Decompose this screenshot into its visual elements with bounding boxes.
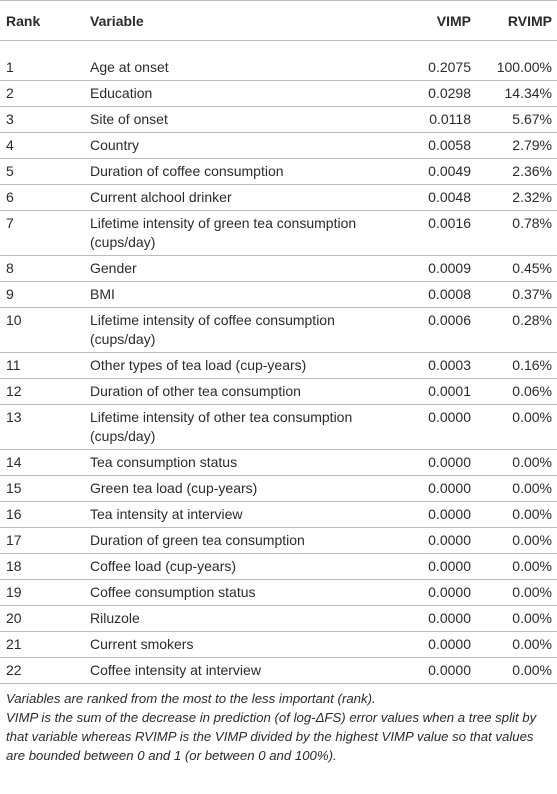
variable-cell: Gender (77, 256, 383, 282)
variable-cell: Tea intensity at interview (77, 502, 383, 528)
header-vimp: VIMP (383, 1, 472, 41)
vimp-cell: 0.0058 (383, 133, 472, 159)
rvimp-cell: 0.45% (472, 256, 557, 282)
variable-cell: Site of onset (77, 107, 383, 133)
rank-cell: 15 (0, 476, 77, 502)
table-row (0, 159, 557, 185)
footnote-definition: VIMP is the sum of the decrease in prediction (of log-ΔFS) error values when a tree split by that variable whereas RVIMP is the VIMP divided by the highest VIMP value so that values are bounded between 0 and 1 (or between 0 and 100%). (6, 710, 537, 763)
vimp-cell: 0.0118 (383, 107, 472, 133)
vimp-cell: 0.0000 (383, 658, 472, 684)
table-row (0, 580, 557, 606)
table-row (0, 606, 557, 632)
footnote-ranking: Variables are ranked from the most to the less important (rank). (6, 691, 376, 706)
rank-cell: 16 (0, 502, 77, 528)
table-row (0, 308, 557, 353)
variable-cell: Coffee load (cup-years) (77, 554, 383, 580)
variable-cell: Duration of other tea consumption (77, 379, 383, 405)
header-rank: Rank (0, 1, 77, 41)
rvimp-cell: 100.00% (472, 41, 557, 81)
variable-cell: Lifetime intensity of green tea consumption (cups/day) (77, 211, 383, 256)
rank-cell: 12 (0, 379, 77, 405)
header-row (0, 1, 557, 41)
vimp-cell: 0.0008 (383, 282, 472, 308)
rvimp-cell: 0.00% (472, 658, 557, 684)
rank-cell: 5 (0, 159, 77, 185)
rank-cell: 1 (0, 41, 77, 81)
variable-cell: Coffee intensity at interview (77, 658, 383, 684)
vimp-cell: 0.0000 (383, 554, 472, 580)
rvimp-cell: 0.06% (472, 379, 557, 405)
table-row (0, 41, 557, 81)
vimp-cell: 0.2075 (383, 41, 472, 81)
vimp-cell: 0.0016 (383, 211, 472, 256)
table-row (0, 379, 557, 405)
rvimp-cell: 2.36% (472, 159, 557, 185)
variable-cell: Coffee consumption status (77, 580, 383, 606)
rank-cell: 10 (0, 308, 77, 353)
table-row (0, 658, 557, 684)
vimp-cell: 0.0000 (383, 528, 472, 554)
table-row (0, 450, 557, 476)
vimp-cell: 0.0003 (383, 353, 472, 379)
variable-cell: Lifetime intensity of other tea consumption (cups/day) (77, 405, 383, 450)
variable-cell: Duration of coffee consumption (77, 159, 383, 185)
rank-cell: 22 (0, 658, 77, 684)
rvimp-cell: 5.67% (472, 107, 557, 133)
table-footnotes (0, 684, 557, 765)
table-row (0, 476, 557, 502)
rank-cell: 2 (0, 81, 77, 107)
variable-cell: Riluzole (77, 606, 383, 632)
rank-cell: 8 (0, 256, 77, 282)
variable-cell: Current alchool drinker (77, 185, 383, 211)
rvimp-cell: 0.00% (472, 606, 557, 632)
vimp-cell: 0.0000 (383, 502, 472, 528)
variable-cell: Current smokers (77, 632, 383, 658)
vimp-cell: 0.0048 (383, 185, 472, 211)
rank-cell: 19 (0, 580, 77, 606)
rvimp-cell: 14.34% (472, 81, 557, 107)
rank-cell: 11 (0, 353, 77, 379)
rank-cell: 13 (0, 405, 77, 450)
variable-cell: Age at onset (77, 41, 383, 81)
rvimp-cell: 0.00% (472, 528, 557, 554)
rvimp-cell: 0.78% (472, 211, 557, 256)
rank-cell: 4 (0, 133, 77, 159)
rvimp-cell: 0.00% (472, 476, 557, 502)
vimp-cell: 0.0000 (383, 476, 472, 502)
rank-cell: 3 (0, 107, 77, 133)
table-row (0, 353, 557, 379)
table-row (0, 502, 557, 528)
vimp-cell: 0.0009 (383, 256, 472, 282)
table-header (0, 1, 557, 41)
table-row (0, 133, 557, 159)
rvimp-cell: 0.00% (472, 405, 557, 450)
rank-cell: 17 (0, 528, 77, 554)
rank-cell: 21 (0, 632, 77, 658)
vimp-cell: 0.0049 (383, 159, 472, 185)
variable-cell: Country (77, 133, 383, 159)
variable-cell: Tea consumption status (77, 450, 383, 476)
variable-cell: Other types of tea load (cup-years) (77, 353, 383, 379)
rank-cell: 6 (0, 185, 77, 211)
vimp-cell: 0.0000 (383, 580, 472, 606)
header-variable: Variable (77, 1, 383, 41)
vimp-cell: 0.0000 (383, 450, 472, 476)
rank-cell: 9 (0, 282, 77, 308)
rvimp-cell: 0.16% (472, 353, 557, 379)
table-row (0, 211, 557, 256)
vimp-cell: 0.0000 (383, 632, 472, 658)
vimp-cell: 0.0006 (383, 308, 472, 353)
rvimp-cell: 0.00% (472, 554, 557, 580)
rank-cell: 14 (0, 450, 77, 476)
rvimp-cell: 0.00% (472, 450, 557, 476)
vimp-cell: 0.0000 (383, 606, 472, 632)
rank-cell: 18 (0, 554, 77, 580)
table-row (0, 256, 557, 282)
rvimp-cell: 0.28% (472, 308, 557, 353)
rvimp-cell: 0.37% (472, 282, 557, 308)
table-row (0, 632, 557, 658)
variable-cell: Green tea load (cup-years) (77, 476, 383, 502)
vimp-cell: 0.0001 (383, 379, 472, 405)
rvimp-cell: 2.79% (472, 133, 557, 159)
variable-cell: Education (77, 81, 383, 107)
rvimp-cell: 0.00% (472, 580, 557, 606)
table-row (0, 282, 557, 308)
variable-cell: Duration of green tea consumption (77, 528, 383, 554)
table-body (0, 41, 557, 684)
rank-cell: 20 (0, 606, 77, 632)
variable-cell: BMI (77, 282, 383, 308)
table-row (0, 81, 557, 107)
vimp-cell: 0.0298 (383, 81, 472, 107)
rvimp-cell: 0.00% (472, 502, 557, 528)
table-row (0, 528, 557, 554)
table-row (0, 185, 557, 211)
table-row (0, 405, 557, 450)
table-row (0, 107, 557, 133)
variable-cell: Lifetime intensity of coffee consumption (cups/day) (77, 308, 383, 353)
vimp-cell: 0.0000 (383, 405, 472, 450)
table-row (0, 554, 557, 580)
rvimp-cell: 2.32% (472, 185, 557, 211)
rank-cell: 7 (0, 211, 77, 256)
header-rvimp: RVIMP (472, 1, 557, 41)
rvimp-cell: 0.00% (472, 632, 557, 658)
